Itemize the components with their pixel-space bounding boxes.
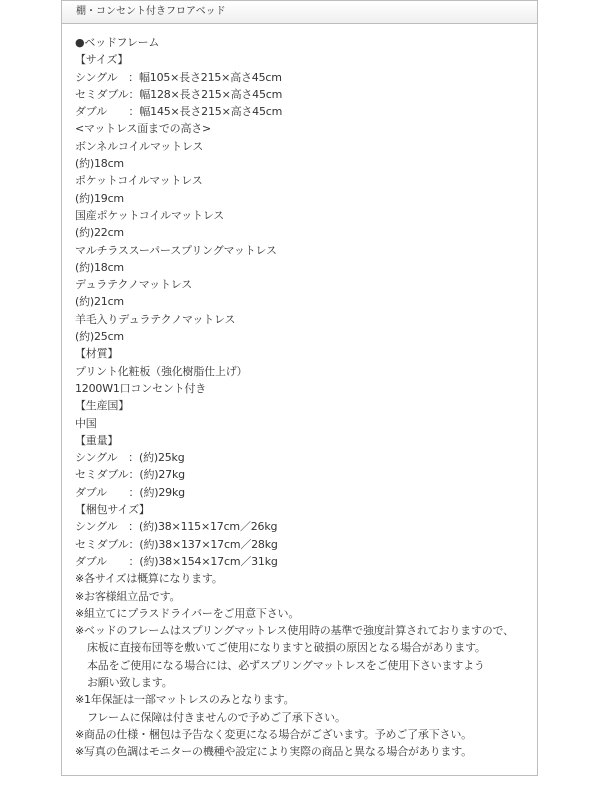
spec-line: (約)25cm — [75, 330, 124, 344]
spec-line: (約)22cm — [75, 226, 124, 240]
spec-line: ボンネルコイルマットレス — [75, 139, 204, 153]
spec-line: (約)18cm — [75, 157, 124, 171]
spec-line: マルチラススーパースプリングマットレス — [75, 243, 277, 257]
spec-line: 1200W1口コンセント付き — [75, 381, 207, 395]
spec-line: ※組立てにプラスドライバーをご用意下さい。 — [75, 606, 300, 620]
spec-line: セミダブル：幅128×長さ215×高さ45cm — [75, 87, 283, 101]
spec-line: お願い致します。 — [87, 675, 173, 689]
spec-line: ※ベッドのフレームはスプリングマットレス使用時の基準で強度計算されておりますので、 — [75, 624, 514, 638]
spec-list — [75, 34, 533, 760]
spec-line: シングル ：(約)38×115×17cm／26kg — [75, 520, 278, 534]
spec-line: ※写真の色調はモニターの機種や設定により実際の商品と異なる場合があります。 — [75, 745, 472, 759]
spec-line: プリント化粧板（強化樹脂仕上げ） — [75, 364, 248, 378]
spec-line: セミダブル：(約)27kg — [75, 468, 185, 482]
spec-line: (約)21cm — [75, 295, 124, 309]
spec-line: シングル ：(約)25kg — [75, 451, 185, 465]
panel-header — [62, 1, 537, 24]
spec-panel — [61, 0, 538, 776]
spec-line: (約)18cm — [75, 260, 124, 274]
spec-line: ※各サイズは概算になります。 — [75, 572, 223, 586]
spec-line: 【重量】 — [75, 433, 119, 447]
spec-line: シングル ：幅105×長さ215×高さ45cm — [75, 70, 282, 84]
spec-line: ※お客様組立品です。 — [75, 589, 181, 603]
spec-line: ※1年保証は一部マットレスのみとなります。 — [75, 693, 295, 707]
spec-line: ポケットコイルマットレス — [75, 174, 203, 188]
panel-title: 棚・コンセント付きフロアベッド — [76, 6, 226, 17]
spec-line: (約)19cm — [75, 191, 124, 205]
spec-line: ●ベッドフレーム — [75, 36, 160, 49]
spec-line: 【サイズ】 — [75, 53, 129, 67]
spec-line: 羊毛入りデュラテクノマットレス — [75, 312, 236, 326]
spec-line: 中国 — [75, 416, 97, 430]
spec-line: <マットレス面までの高さ> — [75, 122, 212, 136]
spec-line: ダブル ：(約)29kg — [75, 485, 185, 499]
spec-line: 【材質】 — [75, 347, 119, 361]
spec-line: 【生産国】 — [75, 399, 129, 413]
spec-line: 本品をご使用になる場合には、必ずスプリングマットレスをご使用下さいますよう — [87, 658, 485, 672]
spec-line: ※商品の仕様・梱包は予告なく変更になる場合がございます。予めご了承下さい。 — [75, 727, 472, 741]
spec-line: ダブル ：幅145×長さ215×高さ45cm — [75, 105, 283, 119]
spec-line: デュラテクノマットレス — [75, 278, 193, 292]
spec-line: ダブル ：(約)38×154×17cm／31kg — [75, 554, 278, 568]
spec-line: 【梱包サイズ】 — [75, 503, 150, 517]
spec-line: 国産ポケットコイルマットレス — [75, 208, 225, 222]
spec-line: 床板に直接布団等を敷いてご使用になりますと破損の原因となる場合があります。 — [87, 641, 486, 655]
spec-line: セミダブル：(約)38×137×17cm／28kg — [75, 537, 278, 551]
spec-line: フレームに保障は付きませんので予めご了承下さい。 — [87, 710, 346, 724]
